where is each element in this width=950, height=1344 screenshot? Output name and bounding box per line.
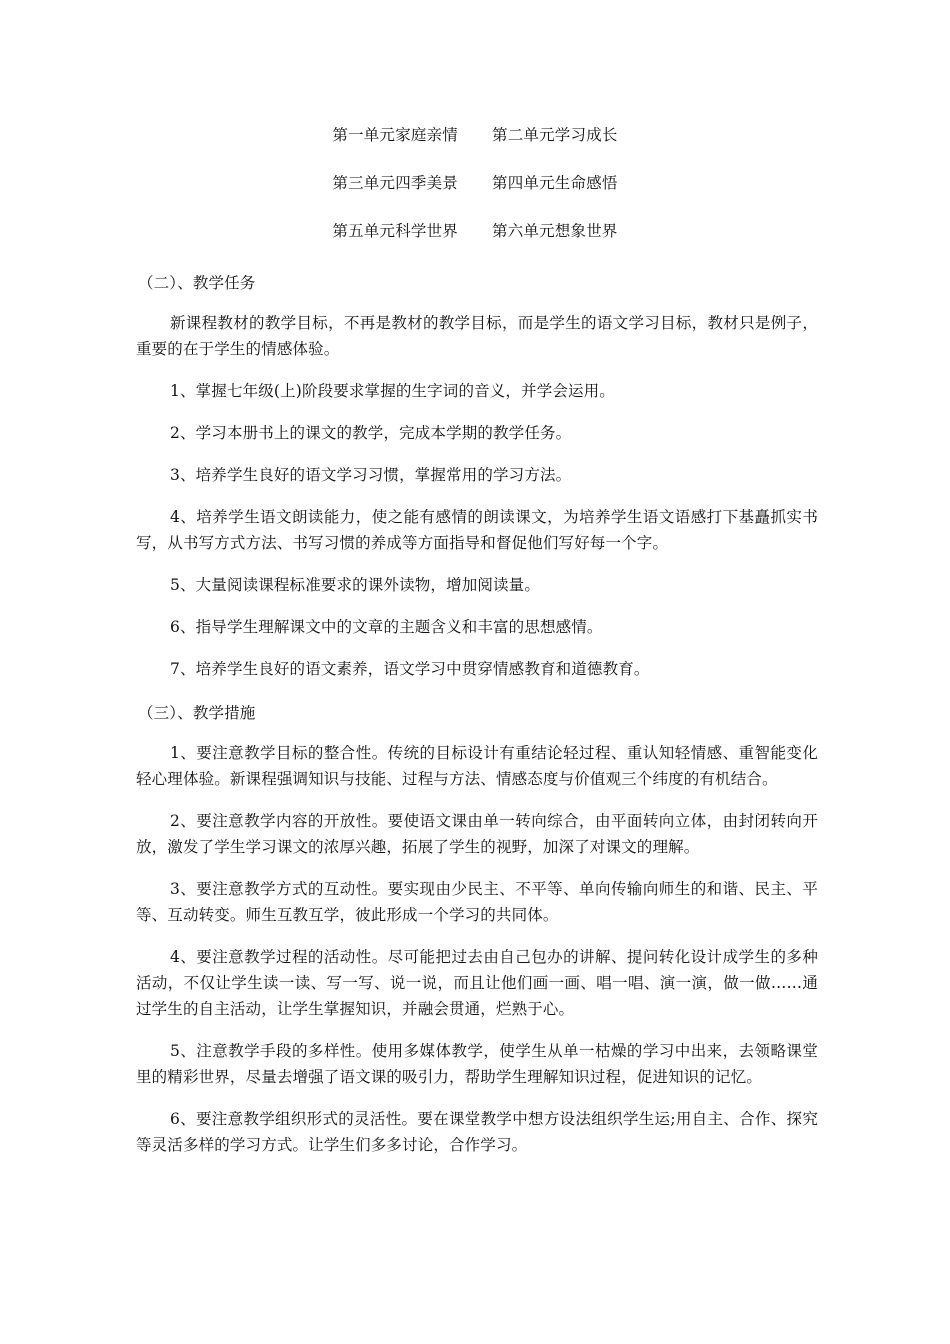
unit-row [0,124,950,172]
measure-item: 3、要注意教学方式的互动性。要实现由少民主、不平等、单向传输向师生的和谐、民主、平等、互动转变。师生互教互学，彼此形成一个学习的共同体。 [136,880,818,924]
task-item: 1、掌握七年级(上)阶段要求掌握的生字词的音义，并学会运用。 [170,382,615,400]
task-item: 6、指导学生理解课文中的文章的主题含义和丰富的思想感情。 [170,618,603,636]
unit-title: 第三单元四季美景 [332,174,458,192]
unit-row [0,172,950,220]
section-heading: （二）、教学任务 [138,274,256,292]
task-item: 7、培养学生良好的语文素养，语文学习中贯穿情感教育和道德教育。 [170,660,650,678]
unit-list [0,124,950,268]
measure-item: 6、要注意教学组织形式的灵活性。要在课堂教学中想方设法组织学生运;用自主、合作、探究等灵活多样的学习方式。让学生们多多讨论，合作学习。 [136,1110,818,1154]
unit-title: 第四单元生命感悟 [492,174,618,192]
section-teaching-measures [136,700,818,1158]
unit-row [0,220,950,268]
task-item: 3、培养学生良好的语文学习习惯，掌握常用的学习方法。 [170,466,572,484]
unit-title: 第一单元家庭亲情 [332,126,458,144]
section-heading: （三）、教学措施 [138,704,256,722]
unit-title: 第二单元学习成长 [492,126,618,144]
task-item: 5、大量阅读课程标准要求的课外读物，增加阅读量。 [170,576,540,594]
unit-title: 第五单元科学世界 [332,222,458,240]
measure-item: 5、注意教学手段的多样性。使用多媒体教学，使学生从单一枯燥的学习中出来，去领略课堂里的精彩世界，尽量去增强了语文课的吸引力，帮助学生理解知识过程，促进知识的记忆。 [136,1042,818,1086]
body-paragraph: 新课程教材的教学目标，不再是教材的教学目标，而是学生的语文学习目标，教材只是例子，重要的在于学生的情感体验。 [136,314,818,358]
unit-title: 第六单元想象世界 [492,222,618,240]
task-item: 4、培养学生语文朗读能力，使之能有感情的朗读课文，为培养学生语文语感打下基矗抓实书写，从书写方式方法、书写习惯的养成等方面指导和督促他们写好每一个字。 [136,508,818,552]
task-item: 2、学习本册书上的课文的教学，完成本学期的教学任务。 [170,424,572,442]
measure-item: 2、要注意教学内容的开放性。要使语文课由单一转向综合，由平面转向立体，由封闭转向开放，激发了学生学习课文的浓厚兴趣，拓展了学生的视野，加深了对课文的理解。 [136,812,818,856]
measure-item: 4、要注意教学过程的活动性。尽可能把过去由自己包办的讲解、提问转化设计成学生的多种活动，不仅让学生读一读、写一写、说一说，而且让他们画一画、唱一唱、演一演，做一做……通过学生的自主活动，让学生掌握知识，并融会贯通，烂熟于心。 [136,948,818,1018]
measure-item: 1、要注意教学目标的整合性。传统的目标设计有重结论轻过程、重认知轻情感、重智能变化轻心理体验。新课程强调知识与技能、过程与方法、情感态度与价值观三个纬度的有机结合。 [136,744,818,788]
document-body [136,270,818,1174]
section-teaching-tasks [136,270,818,682]
